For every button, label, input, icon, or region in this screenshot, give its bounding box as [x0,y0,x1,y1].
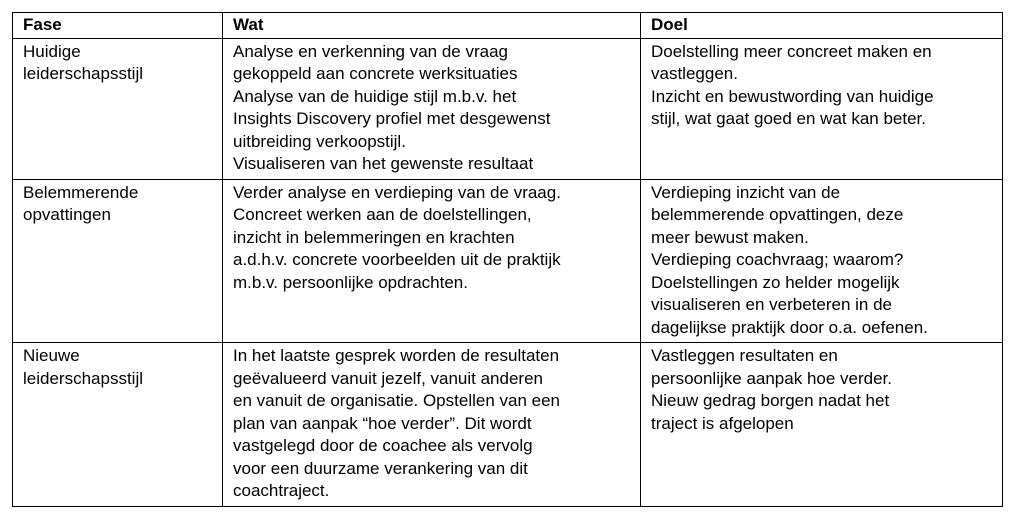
cell-line: Analyse en verkenning van de vraag [233,41,509,61]
cell-line: Verdieping coachvraag; waarom? [651,250,904,269]
cell-line: m.b.v. persoonlijke opdrachten. [233,272,468,292]
cell-line: persoonlijke aanpak hoe verder. [651,368,892,388]
cell-line: gekoppeld aan concrete werksituaties [233,64,518,83]
cell-line: Nieuwe [23,346,80,365]
cell-line: a.d.h.v. concrete voorbeelden uit de praktijk [233,250,561,269]
cell-line: stijl, wat gaat goed en wat kan beter. [651,109,927,128]
cell-line: Inzicht en bewustwording van huidige [651,86,934,106]
cell-line: opvattingen [23,205,111,224]
cell-line: Huidige [23,41,81,61]
cell-line: Doelstellingen zo helder mogelijk [651,272,900,292]
cell-fase [13,179,223,343]
cell-line: In het laatste gesprek worden de resultaten [233,346,560,365]
header-fase: Fase [13,13,223,39]
cell-line: voor een duurzame verankering van dit [233,458,528,478]
cell-line: Doelstelling meer concreet maken en [651,41,932,61]
cell-line: Nieuw gedrag borgen nadat het [651,391,890,410]
cell-line: dagelijkse praktijk door o.a. oefenen. [651,317,928,337]
cell-doel [641,179,1003,343]
cell-line: Vastleggen resultaten en [651,346,838,365]
cell-line: visualiseren en verbeteren in de [651,295,892,314]
table-row [13,343,1003,507]
cell-doel [641,38,1003,179]
coaching-phases-table [12,12,1003,507]
cell-line: plan van aanpak “hoe verder”. Dit wordt [233,413,532,433]
cell-line: geëvalueerd vanuit jezelf, vanuit anderen [233,368,543,388]
header-wat: Wat [223,13,641,39]
table-row [13,38,1003,179]
cell-line: Belemmerende [23,182,139,202]
cell-line: inzicht in belemmeringen en krachten [233,227,515,247]
cell-line: Visualiseren van het gewenste resultaat [233,154,534,173]
cell-line: vastleggen. [651,64,738,83]
table-header-row [13,13,1003,39]
cell-line: vastgelegd door de coachee als vervolg [233,436,533,455]
cell-wat [223,343,641,507]
cell-line: meer bewust maken. [651,227,809,247]
cell-line: traject is afgelopen [651,413,794,433]
cell-line: en vanuit de organisatie. Opstellen van een [233,391,561,410]
table-row [13,179,1003,343]
cell-line: belemmerende opvattingen, deze [651,205,904,224]
cell-fase [13,343,223,507]
cell-doel [641,343,1003,507]
cell-line: coachtraject. [233,481,330,500]
header-doel: Doel [641,13,1003,39]
cell-fase [13,38,223,179]
cell-line: Analyse van de huidige stijl m.b.v. het [233,86,517,106]
cell-line: Verdieping inzicht van de [651,182,841,202]
cell-line: Insights Discovery profiel met desgewenst [233,109,551,128]
cell-wat [223,38,641,179]
cell-line: uitbreiding verkoopstijl. [233,131,406,151]
cell-line: leiderschapsstijl [23,64,143,83]
cell-line: Concreet werken aan de doelstellingen, [233,205,532,224]
cell-line: Verder analyse en verdieping van de vraag. [233,182,561,202]
cell-wat [223,179,641,343]
cell-line: leiderschapsstijl [23,368,143,388]
